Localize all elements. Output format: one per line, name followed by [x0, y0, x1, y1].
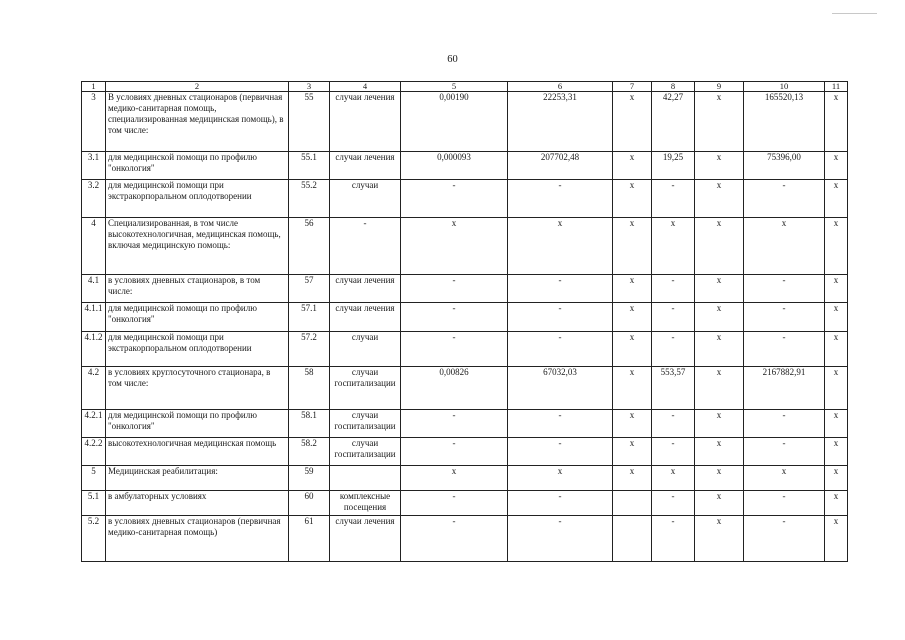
cell-c9: х: [695, 491, 744, 516]
row-number: 5.1: [82, 491, 106, 516]
row-name: Специализированная, в том числе высокотехнологичная, медицинская помощь, включая медицинскую помощь:: [106, 218, 289, 275]
header-cell: 5: [401, 82, 508, 92]
cell-c10: -: [744, 332, 825, 367]
cell-c10: -: [744, 303, 825, 332]
cell-c7: х: [613, 332, 652, 367]
cell-c9: х: [695, 516, 744, 562]
cell-c10: х: [744, 466, 825, 491]
row-line: 55.1: [289, 152, 330, 180]
table-row: [82, 275, 848, 303]
cell-c9: х: [695, 180, 744, 218]
cell-c8: -: [652, 516, 695, 562]
cell-c8: х: [652, 218, 695, 275]
cell-c9: х: [695, 275, 744, 303]
cell-c5: х: [401, 218, 508, 275]
cell-c8: 19,25: [652, 152, 695, 180]
cell-c11: х: [825, 275, 848, 303]
row-number: 4.1.2: [82, 332, 106, 367]
row-unit: -: [330, 218, 401, 275]
row-line: 55: [289, 92, 330, 152]
cell-c8: -: [652, 275, 695, 303]
cell-c6: -: [508, 516, 613, 562]
corner-mark: [832, 13, 877, 15]
row-line: 55.2: [289, 180, 330, 218]
row-name: в амбулаторных условиях: [106, 491, 289, 516]
row-name: для медицинской помощи по профилю "онкология": [106, 303, 289, 332]
row-unit: случаи госпитализации: [330, 367, 401, 410]
cell-c6: х: [508, 218, 613, 275]
table-row: [82, 218, 848, 275]
row-unit: [330, 466, 401, 491]
cell-c6: х: [508, 466, 613, 491]
row-name: для медицинской помощи по профилю "онкология": [106, 152, 289, 180]
header-cell: 4: [330, 82, 401, 92]
header-cell: 1: [82, 82, 106, 92]
cell-c9: х: [695, 152, 744, 180]
cell-c10: -: [744, 491, 825, 516]
table-row: [82, 332, 848, 367]
row-name: в условиях круглосуточного стационара, в том числе:: [106, 367, 289, 410]
table-row: [82, 410, 848, 438]
cell-c11: х: [825, 218, 848, 275]
table-row: [82, 516, 848, 562]
table-row: [82, 180, 848, 218]
cell-c5: -: [401, 180, 508, 218]
row-number: 4.2.2: [82, 438, 106, 466]
row-line: 58: [289, 367, 330, 410]
row-unit: случаи: [330, 180, 401, 218]
table-row: [82, 367, 848, 410]
cell-c5: 0,000093: [401, 152, 508, 180]
row-name: высокотехнологичная медицинская помощь: [106, 438, 289, 466]
cell-c6: -: [508, 303, 613, 332]
cell-c5: -: [401, 332, 508, 367]
cell-c8: 42,27: [652, 92, 695, 152]
cell-c9: х: [695, 92, 744, 152]
row-name: для медицинской помощи по профилю "онкология": [106, 410, 289, 438]
row-unit: случаи лечения: [330, 516, 401, 562]
row-number: 5: [82, 466, 106, 491]
table-row: [82, 152, 848, 180]
cell-c11: х: [825, 410, 848, 438]
cell-c7: х: [613, 410, 652, 438]
row-name: В условиях дневных стационаров (первичная медико-санитарная помощь, специализированная медицинская помощь), в том числе:: [106, 92, 289, 152]
cell-c11: х: [825, 180, 848, 218]
cell-c5: -: [401, 275, 508, 303]
data-table: [81, 81, 848, 562]
row-number: 3.2: [82, 180, 106, 218]
header-cell: 9: [695, 82, 744, 92]
row-unit: случаи лечения: [330, 275, 401, 303]
row-number: 5.2: [82, 516, 106, 562]
table-row: [82, 92, 848, 152]
row-line: 57.1: [289, 303, 330, 332]
cell-c7: х: [613, 466, 652, 491]
cell-c7: х: [613, 275, 652, 303]
table-row: [82, 438, 848, 466]
cell-c11: х: [825, 303, 848, 332]
cell-c8: -: [652, 438, 695, 466]
cell-c8: 553,57: [652, 367, 695, 410]
cell-c5: -: [401, 516, 508, 562]
row-name: Медицинская реабилитация:: [106, 466, 289, 491]
cell-c6: 22253,31: [508, 92, 613, 152]
cell-c7: [613, 516, 652, 562]
table-row: [82, 466, 848, 491]
row-unit: комплексные посещения: [330, 491, 401, 516]
row-line: 56: [289, 218, 330, 275]
header-cell: 10: [744, 82, 825, 92]
cell-c10: х: [744, 218, 825, 275]
cell-c9: х: [695, 218, 744, 275]
cell-c11: х: [825, 332, 848, 367]
cell-c9: х: [695, 332, 744, 367]
row-line: 57.2: [289, 332, 330, 367]
table-row: [82, 491, 848, 516]
cell-c5: х: [401, 466, 508, 491]
row-line: 60: [289, 491, 330, 516]
cell-c10: -: [744, 275, 825, 303]
cell-c10: -: [744, 438, 825, 466]
cell-c7: х: [613, 152, 652, 180]
row-number: 4.2.1: [82, 410, 106, 438]
cell-c5: -: [401, 438, 508, 466]
cell-c6: -: [508, 332, 613, 367]
table-header-row: [82, 82, 848, 92]
cell-c11: х: [825, 438, 848, 466]
row-unit: случаи госпитализации: [330, 410, 401, 438]
cell-c5: 0,00190: [401, 92, 508, 152]
header-cell: 6: [508, 82, 613, 92]
cell-c6: -: [508, 180, 613, 218]
cell-c7: х: [613, 367, 652, 410]
header-cell: 7: [613, 82, 652, 92]
cell-c11: х: [825, 516, 848, 562]
cell-c7: [613, 491, 652, 516]
cell-c6: 67032,03: [508, 367, 613, 410]
cell-c5: 0,00826: [401, 367, 508, 410]
cell-c6: -: [508, 438, 613, 466]
cell-c9: х: [695, 438, 744, 466]
cell-c10: 2167882,91: [744, 367, 825, 410]
row-line: 58.2: [289, 438, 330, 466]
cell-c9: х: [695, 466, 744, 491]
row-line: 61: [289, 516, 330, 562]
cell-c5: -: [401, 303, 508, 332]
cell-c5: -: [401, 410, 508, 438]
cell-c6: 207702,48: [508, 152, 613, 180]
cell-c11: х: [825, 491, 848, 516]
cell-c8: -: [652, 303, 695, 332]
row-unit: случаи госпитализации: [330, 438, 401, 466]
cell-c10: -: [744, 410, 825, 438]
table-row: [82, 303, 848, 332]
row-name: в условиях дневных стационаров, в том числе:: [106, 275, 289, 303]
cell-c8: -: [652, 410, 695, 438]
row-name: в условиях дневных стационаров (первичная медико-санитарная помощь): [106, 516, 289, 562]
cell-c6: -: [508, 491, 613, 516]
cell-c8: -: [652, 332, 695, 367]
row-unit: случаи лечения: [330, 92, 401, 152]
row-number: 4.2: [82, 367, 106, 410]
row-name: для медицинской помощи при экстракорпоральном оплодотворении: [106, 332, 289, 367]
row-number: 4.1: [82, 275, 106, 303]
header-cell: 2: [106, 82, 289, 92]
cell-c9: х: [695, 410, 744, 438]
cell-c10: -: [744, 516, 825, 562]
cell-c7: х: [613, 180, 652, 218]
row-unit: случаи лечения: [330, 152, 401, 180]
cell-c10: -: [744, 180, 825, 218]
cell-c7: х: [613, 303, 652, 332]
cell-c7: х: [613, 92, 652, 152]
cell-c9: х: [695, 303, 744, 332]
page-number: 60: [447, 54, 458, 65]
row-line: 59: [289, 466, 330, 491]
cell-c10: 165520,13: [744, 92, 825, 152]
header-cell: 8: [652, 82, 695, 92]
row-name: для медицинской помощи при экстракорпоральном оплодотворении: [106, 180, 289, 218]
cell-c11: х: [825, 152, 848, 180]
row-line: 57: [289, 275, 330, 303]
cell-c8: -: [652, 180, 695, 218]
cell-c8: х: [652, 466, 695, 491]
row-unit: случаи: [330, 332, 401, 367]
cell-c11: х: [825, 367, 848, 410]
row-number: 4.1.1: [82, 303, 106, 332]
row-number: 3: [82, 92, 106, 152]
cell-c9: х: [695, 367, 744, 410]
cell-c11: х: [825, 92, 848, 152]
cell-c5: -: [401, 491, 508, 516]
cell-c7: х: [613, 218, 652, 275]
row-number: 4: [82, 218, 106, 275]
header-cell: 3: [289, 82, 330, 92]
cell-c6: -: [508, 275, 613, 303]
row-line: 58.1: [289, 410, 330, 438]
cell-c8: -: [652, 491, 695, 516]
cell-c11: х: [825, 466, 848, 491]
cell-c7: х: [613, 438, 652, 466]
header-cell: 11: [825, 82, 848, 92]
row-unit: случаи лечения: [330, 303, 401, 332]
cell-c10: 75396,00: [744, 152, 825, 180]
cell-c6: -: [508, 410, 613, 438]
row-number: 3.1: [82, 152, 106, 180]
